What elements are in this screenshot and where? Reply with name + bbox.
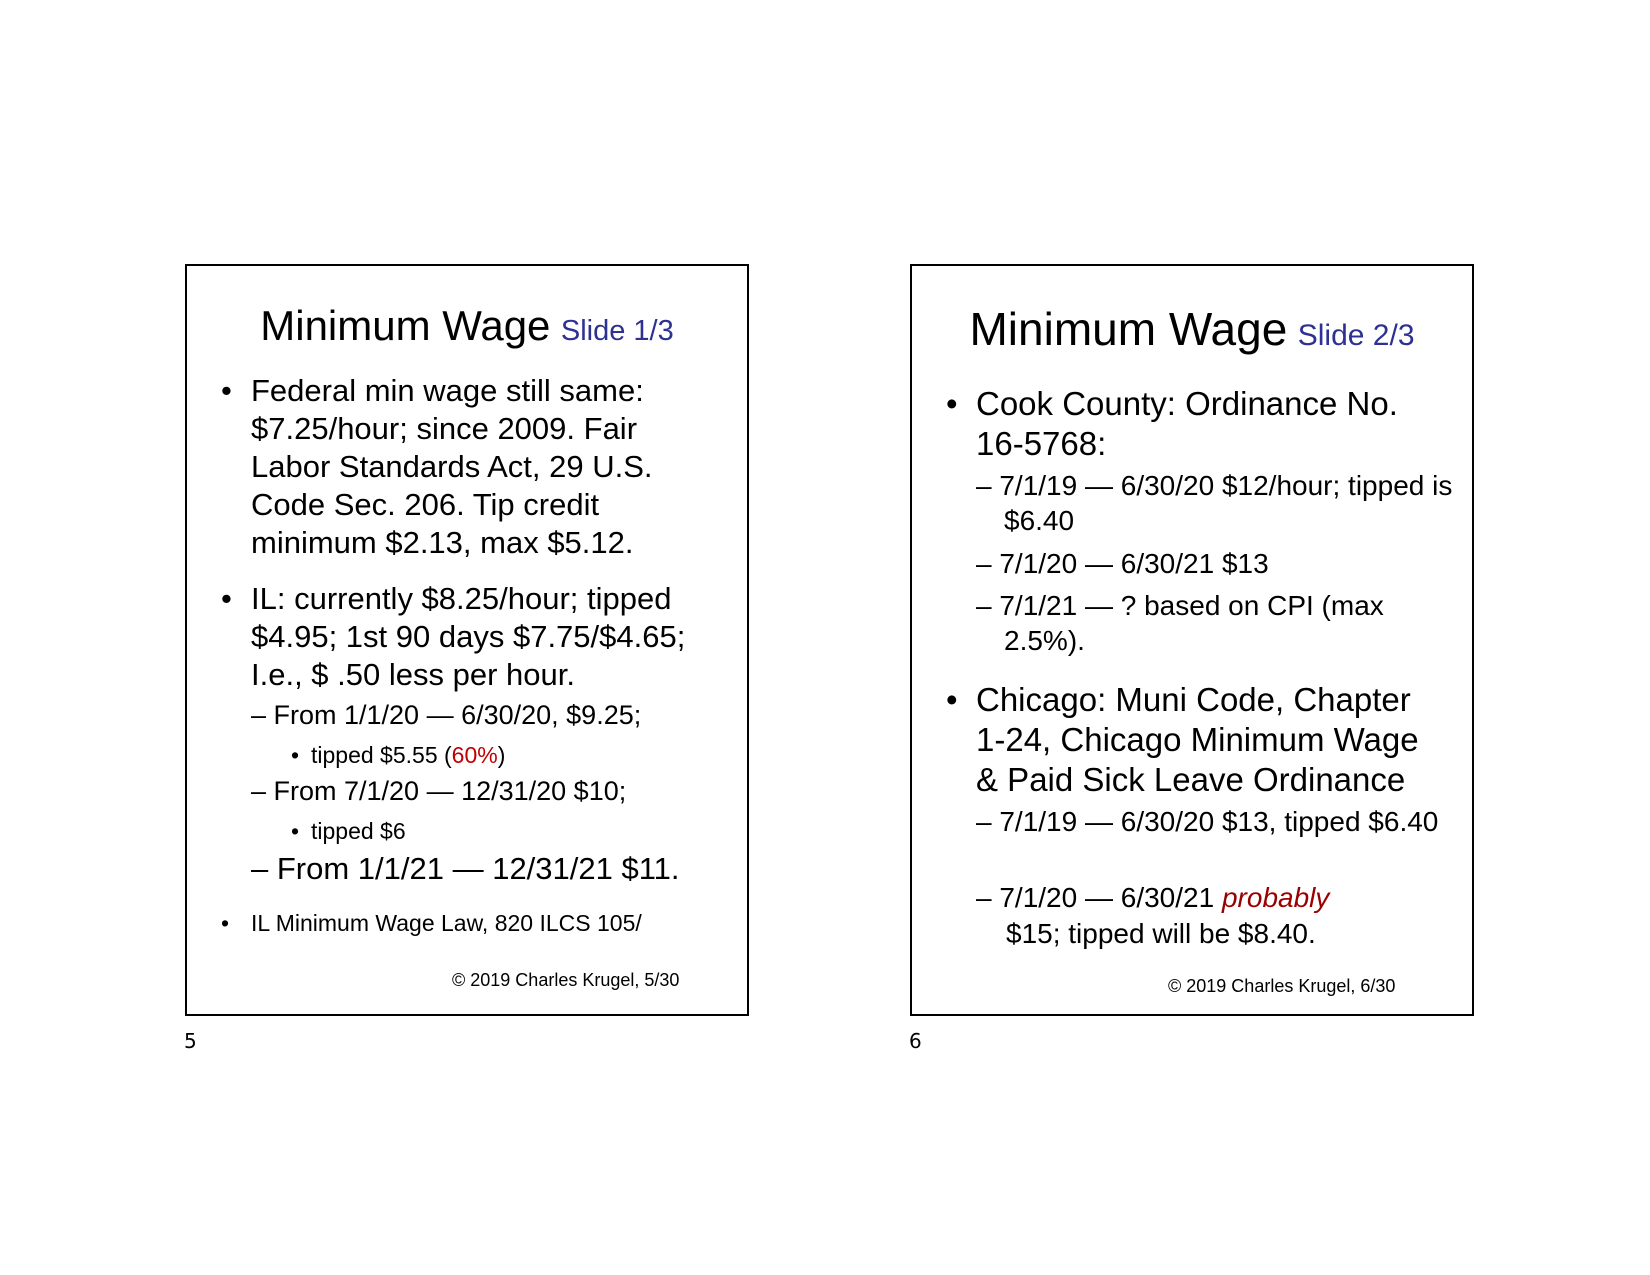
slide-1-of-3 bbox=[185, 264, 749, 1016]
tipped-555-text: tipped $5.55 ( bbox=[311, 742, 452, 768]
tipped-555-close: ) bbox=[497, 742, 506, 768]
sub-bullet-cook-2020: – 7/1/20 — 6/30/21 $13 bbox=[976, 548, 1269, 579]
copyright: © 2019 Charles Krugel, 5/30 bbox=[452, 970, 680, 990]
page-number: 5 bbox=[184, 1029, 197, 1053]
slide-title-main: Minimum Wage bbox=[969, 303, 1288, 355]
slide-2-of-3 bbox=[910, 264, 1474, 1016]
slide-title-sub: Slide 1/3 bbox=[560, 315, 674, 347]
slide-title bbox=[187, 302, 747, 350]
bullet-federal: • Federal min wage still same: $7.25/hour; since 2009. Fair Labor Standards Act, 29 U.S. Code Sec. 206. Tip credit minimum $2.13, max $5.12. bbox=[187, 372, 711, 562]
sub-bullet-il-2020a: – From 1/1/20 — 6/30/20, $9.25; bbox=[251, 700, 642, 730]
slide-title bbox=[912, 302, 1472, 356]
slide-title-sub: Slide 2/3 bbox=[1297, 319, 1415, 352]
probably-emphasis: probably bbox=[1221, 882, 1330, 913]
slide-title-main: Minimum Wage bbox=[260, 302, 551, 349]
bullet-chicago: • Chicago: Muni Code, Chapter 1-24, Chicago Minimum Wage & Paid Sick Leave Ordinance bbox=[912, 680, 1446, 800]
page-number: 6 bbox=[909, 1029, 922, 1053]
bullet-cook-county: • Cook County: Ordinance No. 16-5768: bbox=[912, 384, 1446, 464]
sub-sub-bullet-tipped-555 bbox=[187, 740, 711, 770]
sub-bullet-chicago-2019: – 7/1/19 — 6/30/20 $13, tipped $6.40 bbox=[976, 806, 1439, 837]
sub-bullet-cook-2021: – 7/1/21 — ? based on CPI (max 2.5%). bbox=[976, 590, 1384, 656]
tipped-percent: 60% bbox=[451, 742, 498, 768]
sub-sub-bullet-tipped-6: • tipped $6 bbox=[187, 816, 711, 846]
bullet-il-law: • IL Minimum Wage Law, 820 ILCS 105/ bbox=[187, 908, 721, 938]
copyright: © 2019 Charles Krugel, 6/30 bbox=[1168, 976, 1396, 996]
sub-bullet-chicago-2020-cont: $15; tipped will be $8.40. bbox=[1006, 918, 1316, 949]
bullet-il: • IL: currently $8.25/hour; tipped $4.95; 1st 90 days $7.75/$4.65; I.e., $ .50 less per hour. bbox=[187, 580, 711, 694]
sub-bullet-il-2021: – From 1/1/21 — 12/31/21 $11. bbox=[251, 851, 680, 886]
chicago-2020-text: – 7/1/20 — 6/30/21 bbox=[976, 882, 1222, 913]
sub-bullet-il-2020b: – From 7/1/20 — 12/31/20 $10; bbox=[251, 776, 627, 806]
sub-bullet-chicago-2020 bbox=[912, 880, 1454, 915]
sub-bullet-cook-2019: – 7/1/19 — 6/30/20 $12/hour; tipped is $6.40 bbox=[976, 470, 1453, 536]
